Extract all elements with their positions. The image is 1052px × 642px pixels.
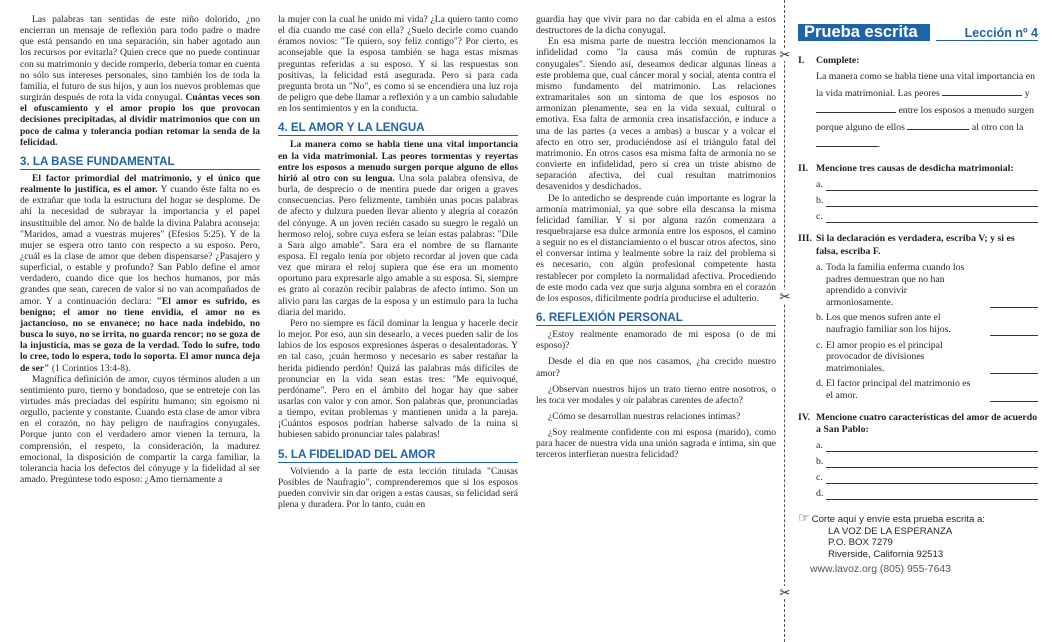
fill-text: La manera como se habla tiene una vital importancia en la vida matrimonial. Las peores (816, 70, 1035, 99)
true-false-item (816, 340, 1038, 375)
item-statement: Toda la familia enferma cuando los padres demuestran que no han aprendido a convivir armoniosamente. (826, 262, 965, 308)
paragraph (20, 14, 260, 148)
answer-lines (798, 175, 1038, 223)
item-letter: a. (816, 262, 823, 274)
reflection-question: ¿Soy realmente confidente con mi esposa (marido), como para hacer de nuestra vida una unión sagrada e íntima, sin que terceros interfieran nuestra felicidad? (536, 427, 776, 461)
mailing-address (798, 512, 1038, 576)
answer-line[interactable] (816, 468, 1038, 484)
answer-letter: a. (816, 178, 823, 190)
question-number: IV. (798, 411, 811, 423)
answer-blank[interactable] (826, 213, 1038, 223)
paragraph: Pero no siempre es fácil dominar la lengua y hacerle decir lo mejor. Por eso, aun sin desearlo, a veces pueden salir de los labios de los esposos expresiones ásperas o desalentadoras. Y en tal caso, ¡cuán hermoso y necesario es saber restañar la herida pidiendo perdón! Quizá las palabras más difíciles de pronunciar en la vida sean estas tres: "Me equivoqué, perdóname". Pero en el ámbito del hogar hay que saber usarlas con valor y con amor. Son palabras que, pronunciadas a tiempo, evitan problemas y mantienen unida a la pareja. ¡Cuántos esposos podrían haberse salvado de la ruina si hubiesen sabido pronunciar tales palabras! (278, 317, 518, 441)
true-false-items (798, 262, 1038, 402)
answer-blank[interactable] (816, 137, 878, 147)
question-title: Si la declaración es verdadera, escriba V; y si es falsa, escriba F. (816, 233, 1015, 257)
question-number: II. (798, 162, 809, 174)
lesson-number: Lección nº 4 (936, 27, 1038, 41)
fill-in-text (816, 68, 1038, 153)
answer-blank[interactable] (826, 458, 1038, 468)
question-title: Mencione tres causas de desdicha matrimonial: (816, 162, 1014, 174)
question-title: Mencione cuatro características del amor de acuerdo a San Pablo: (816, 411, 1038, 435)
question-4 (798, 412, 1038, 437)
answer-blank[interactable] (907, 120, 969, 130)
body-text: Una sola palabra ofensiva, de burla, de desprecio o de mentira puede dar origen a graves consecuencias. Pero felizmente, también unas pocas palabras de afecto y dulzura pueden llevar aliento y alegría al corazón del cónyuge. A un joven recién casado su suegro le regaló un hermoso reloj, sobre cuya esfera se leían estas palabras: "Dile a Sara algo amable". Sara era el nombre de su flamante esposa. El regalo tenía por objeto recordar al joven que cada vez que mirara el reloj supiera que ése era un momento oportuno para expresarle algo amable a su esposa. Sí, siempre es grato al corazón recibir palabras de afecto íntimo. Son un alivio para las cargas de la esposa y un estímulo para la lucha diaria del marido. (278, 172, 518, 318)
scissors-icon: ✂ (779, 47, 791, 62)
bible-reference: (1 Corintios 13:4-8). (51, 362, 131, 374)
column-2 (278, 14, 518, 510)
cut-line (784, 0, 785, 642)
item-letter: c. (816, 339, 823, 351)
answer-blank[interactable] (826, 490, 1038, 500)
pointing-hand-icon: ☞ (798, 510, 810, 526)
answer-letter: c. (816, 210, 823, 222)
reflection-question: ¿Observan nuestros hijos un trato tierno entre nosotros, o les toca ver modales y oír palabras carentes de afecto? (536, 383, 776, 406)
item-letter: d. (816, 378, 824, 390)
answer-line[interactable] (816, 484, 1038, 500)
item-statement: El factor principal del matrimonio es el amor. (826, 378, 971, 401)
paragraph (278, 139, 518, 318)
body-text: Y cuando éste falta no es de extrañar que toda la estructura del hogar se desplome. De ahí la necesidad de subrayar la importancia y el papel insustituible del amor. No de balde la divina Palabra aconseja: "Maridos, amad a vuestras mujeres" (Efesios 5:25). Y de la mujer se espera otro tanto con respecto a su esposo. Pero, ¿cuál es la clase de amor que deben dispensarse? ¿Pasajero y superficial, o estable y profundo? San Pablo define el amor verdadero, cuando dice que los hechos humanos, por más grandes que sean, carecen de valor si no van acompañados de amor. Y a continuación declara: (20, 184, 260, 307)
po-box: P.O. BOX 7279 (828, 537, 893, 549)
test-header (798, 24, 1038, 41)
section-heading-5: 5. LA FIDELIDAD DEL AMOR (278, 448, 518, 463)
item-letter: b. (816, 312, 824, 324)
reflection-question: ¿Cómo se desarrollan nuestras relaciones íntimas? (548, 411, 741, 422)
scissors-icon: ✂ (779, 585, 791, 600)
section-heading-3: 3. LA BASE FUNDAMENTAL (20, 155, 260, 170)
column-1 (20, 14, 260, 485)
question-number: III. (798, 233, 812, 245)
answer-line[interactable] (816, 452, 1038, 468)
fill-text: y (1024, 87, 1030, 99)
paragraph: De lo antedicho se desprende cuán importante es lograr la armonía matrimonial, ya que sobre ella descansa la misma felicidad familiar. Y si por alguna razón comenzara a resquebrajarse esa dulce armonía entre los esposos, el camino a seguir no es el distanciamiento o el buscar otros afectos, sino el conversar íntima y lealmente sobre la raíz del problema si es necesario, con algún profesional competente hasta restablecer por completo la normalidad afectiva. Procediendo de este modo cada vez que surja alguna sombra en el corazón de los esposos, difícilmente podría producirse el adulterio. (536, 192, 776, 304)
section-heading-6: 6. REFLEXIÓN PERSONAL (536, 311, 776, 326)
bold-text: El factor primordial del matrimonio, y el único que realmente lo justifica, es el amor. (20, 172, 260, 196)
item-statement: El amor propio es el principal provocador de divisiones matrimoniales. (826, 339, 943, 374)
question-2 (798, 163, 1038, 175)
answer-letter: a. (816, 439, 823, 451)
question-number: I. (798, 55, 805, 67)
answer-letter: c. (816, 471, 823, 483)
answer-blank[interactable] (816, 103, 896, 113)
paragraph: Volviendo a la parte de esta lección titulada "Causas Posibles de Naufragio", comprenderemos que si los esposos pueden convivir sin dar origen a estas causas, su felicidad será plena y duradera. Por lo tanto, cuán en (278, 465, 518, 511)
paragraph: guardia hay que vivir para no dar cabida en el alma a estos destructores de la dicha conyugal. (536, 14, 776, 37)
reflection-question: Desde el día en que nos casamos, ¿ha crecido nuestro amor? (536, 356, 776, 379)
scissors-icon: ✂ (779, 289, 791, 304)
answer-blank[interactable] (826, 197, 1038, 207)
fill-text: . (878, 138, 881, 150)
answer-letter: b. (816, 455, 824, 467)
answer-line[interactable] (816, 191, 1038, 207)
answer-line[interactable] (816, 207, 1038, 223)
answer-letter: d. (816, 487, 824, 499)
answer-blank[interactable] (974, 378, 1038, 401)
paragraph: En esa misma parte de nuestra lección mencionamos la infidelidad como "la causa más común de rupturas conyugales". Siendo así, deseamos dedicar algunas líneas a este problema que, cual cáncer moral y social, atenta contra el mismo fundamento del matrimonio. Las relaciones extramaritales son un síntoma de que los esposos no armonizan plenamente, sea en la vida sexual, cultural o emotiva. Esa falta de armonía crea insatisfacción, e induce a una de las partes (a veces a ambas) a buscar y a volcar el afecto en otro ser, produciéndose así el triángulo fatal del matrimonio. En otros casos esa misma falta de armonía no se convierte en infidelidad, pero sí crea un triste abismo de separación afectiva, del cual resultan matrimonios desavenidos y desdichados. (536, 36, 776, 193)
paragraph: la mujer con la cual he unido mi vida? ¿La quiero tanto como el día cuando me casé con ella? ¿Suelo decirle como cuando éramos novios: "Te quiero, soy feliz contigo"? Por cierto, es aconsejable que la esposa también se haga estas mismas preguntas referidas a su esposo. Y si las respuestas son positivas, la felicidad está asegurada. Pero si para cada pregunta brota un "No", es como si se encendiera una luz roja de peligro que debe llamar a reflexión y a un cambio saludable en los sentimientos y en la conducta. (278, 14, 518, 115)
fill-text: entre los esposos a menudo surgen porque alguno de ellos (816, 104, 1035, 133)
bible-quote: "El amor es sufrido, es benigno; el amor no tiene envidia, el amor no es jactancioso, no se envanece; no hace nada indebido, no busca lo suyo, no se irrita, no guarda rencor; no se goza de la injusticia, mas se goza de la verdad. Todo lo sufre, todo lo cree, todo lo espera, todo lo soporta. El amor nunca deja de ser" (20, 295, 260, 374)
answer-lines (798, 436, 1038, 500)
answer-blank[interactable] (826, 474, 1038, 484)
paragraph: Magnífica definición de amor, cuyos términos aluden a un sentimiento puro, tierno y bondadoso, que se entreteje con las virtudes más preciadas del espíritu humano; sin egoísmo ni orgullo, paciente y constante. Cuando esta clase de amor vibra en el corazón, no hay peligro de naufragios conyugales. Porque junto con el verdadero amor vienen la ternura, la comprensión, el respeto, la consideración, la madurez emocional, la disposición de compartir la carga familiar, la tolerancia hacia los defectos del cónyuge y la fidelidad al ser amado. Pregúntese todo esposo: ¿Amo tiernamente a (20, 373, 260, 486)
bold-text: La manera como se habla tiene una vital importancia en la vida matrimonial. Las peores tormentas y reyertas entre los esposos a menudo surgen porque alguno de ellos hirió al otro con su lengua. (278, 139, 518, 184)
answer-blank[interactable] (974, 262, 1038, 308)
true-false-item (816, 312, 1038, 335)
answer-blank[interactable] (974, 312, 1038, 335)
answer-blank[interactable] (974, 340, 1038, 375)
answer-blank[interactable] (826, 181, 1038, 191)
true-false-item (816, 378, 1038, 401)
cut-instruction: Corte aquí y envíe esta prueba escrita a: (811, 514, 985, 526)
question-3 (798, 233, 1038, 258)
answer-line[interactable] (816, 175, 1038, 191)
answer-blank[interactable] (826, 442, 1038, 452)
question-1 (798, 55, 1038, 67)
true-false-item (816, 262, 1038, 308)
column-3 (536, 14, 776, 461)
fill-text: al otro con la (971, 121, 1024, 133)
answer-blank[interactable] (942, 86, 1022, 96)
question-title: Complete: (816, 55, 860, 67)
body-text: Las palabras tan sentidas de este niño dolorido, ¿no encierran un mensaje de reflexión para todo padre o madre que está pensando en una separación, sin haber agotado aun los recursos por evitarla? Quien crece que no puede continuar con su matrimonio y decide romperlo, debería tomar en cuenta no sólo sus intereses personales, sino también los de toda la familia, el futuro de sus hijos, y aun los nuevos problemas que surgirán después de rota la vida conyugal. (20, 14, 260, 104)
test-title: Prueba escrita (798, 24, 930, 41)
paragraph (20, 173, 260, 374)
answer-letter: b. (816, 194, 824, 206)
section-heading-4: 4. EL AMOR Y LA LENGUA (278, 121, 518, 136)
bold-text: Cuántas veces son el ofuscamiento y el amor propio los que provocan decisiones precipitadas, al dividir matrimonios que con un poco de calma y tolerancia podían retomar la senda de la felicidad. (20, 92, 260, 148)
written-test-panel (798, 24, 1038, 576)
city-address: Riverside, California 92513 (828, 548, 944, 560)
website-phone: www.lavoz.org (805) 955-7643 (810, 564, 951, 576)
reflection-question: ¿Estoy realmente enamorado de mi esposa (o de mi esposo)? (536, 329, 776, 352)
organization-name: LA VOZ DE LA ESPERANZA (828, 525, 953, 537)
answer-line[interactable] (816, 436, 1038, 452)
item-statement: Los que menos sufren ante el naufragio familiar son los hijos. (826, 312, 951, 335)
